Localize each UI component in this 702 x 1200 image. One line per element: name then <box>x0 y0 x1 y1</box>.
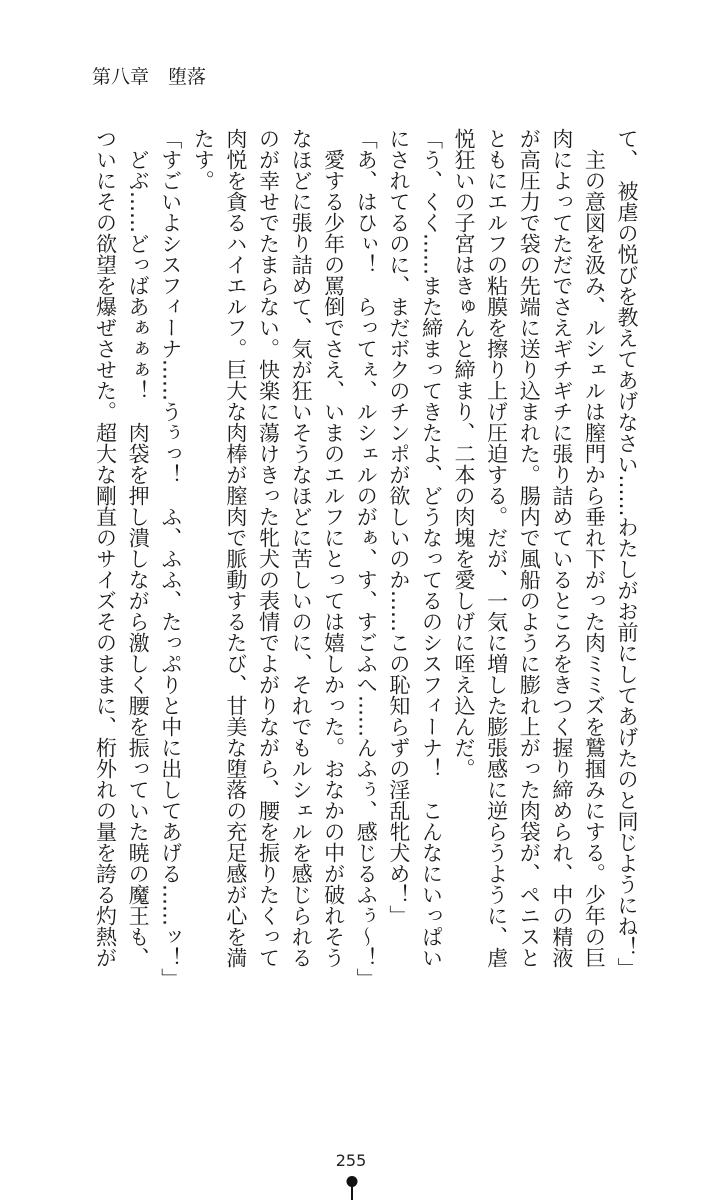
text-column: 愛する少年の罵倒でさえ、いまのエルフにとっては嬉しかった。おなかの中が破れそう <box>321 128 346 968</box>
text-column: が高圧力で袋の先端に送り込まれた。腸内で風船のように膨れ上がった肉袋が、ペニスと <box>517 128 542 968</box>
text-column: にされてるのに、まだボクのチンポが欲しいのか……この恥知らずの淫乱牝犬め！」 <box>386 128 411 926</box>
text-column: 「すごいよシスフィーナ……うぅっ！ ふ、ふふ、たっぷりと中に出してあげる……ッ！」 <box>158 128 183 989</box>
page-number: 255 <box>335 1151 367 1170</box>
text-column: 主の意図を汲み、ルシェルは膣門から垂れ下がった肉ミミズを鷲掴みにする。少年の巨 <box>582 128 607 968</box>
page-marker-line <box>351 1185 353 1200</box>
text-column: 「う、くく……また締まってきたよ、どうなってるのシスフィーナ！ こんなにいっぱい <box>419 128 444 968</box>
text-column: 「あ、はひぃ！ らってぇ、ルシェルのがぁ、す、すごふへ……んふぅ、感じるふぅ～！」 <box>354 128 379 989</box>
text-column: ともにエルフの粘膜を擦り上げ圧迫する。だが、一気に増した膨張感に逆らうように、虐 <box>484 128 509 968</box>
text-column: 肉によってただでさえギチギチに張り詰めているところをきつく握り締められ、中の精液 <box>549 128 574 968</box>
text-column: て、 被虐の悦びを教えてあげなさい……わたしがお前にしてあげたのと同じようにね！」 <box>615 128 639 979</box>
running-head: 第八章 堕落 <box>92 66 207 88</box>
text-column: なほどに張り詰めて、気が狂いそうなほどに苦しいのに、それでもルシェルを感じられる <box>289 128 314 968</box>
text-column: 悦狂いの子宮はきゅんと締まり、二本の肉塊を愛しげに咥え込んだ。 <box>452 128 477 779</box>
text-column: 肉悦を貪るハイエルフ。巨大な肉棒が膣肉で脈動するたび、甘美な堕落の充足感が心を満 <box>223 128 248 968</box>
body-text <box>89 128 643 989</box>
text-column: たす。 <box>191 128 216 191</box>
text-column: どぶ……どっばあぁぁぁ！ 肉袋を押し潰しながら激しく腰を振っていた暁の魔王も、 <box>126 128 151 968</box>
text-column: ついにその欲望を爆ぜさせた。超大な剛直のサイズそのままに、桁外れの量を誇る灼熱が <box>93 128 118 968</box>
text-column: のが幸せでたまらない。快楽に蕩けきった牝犬の表情でよがりながら、腰を振りたくって <box>256 128 281 968</box>
